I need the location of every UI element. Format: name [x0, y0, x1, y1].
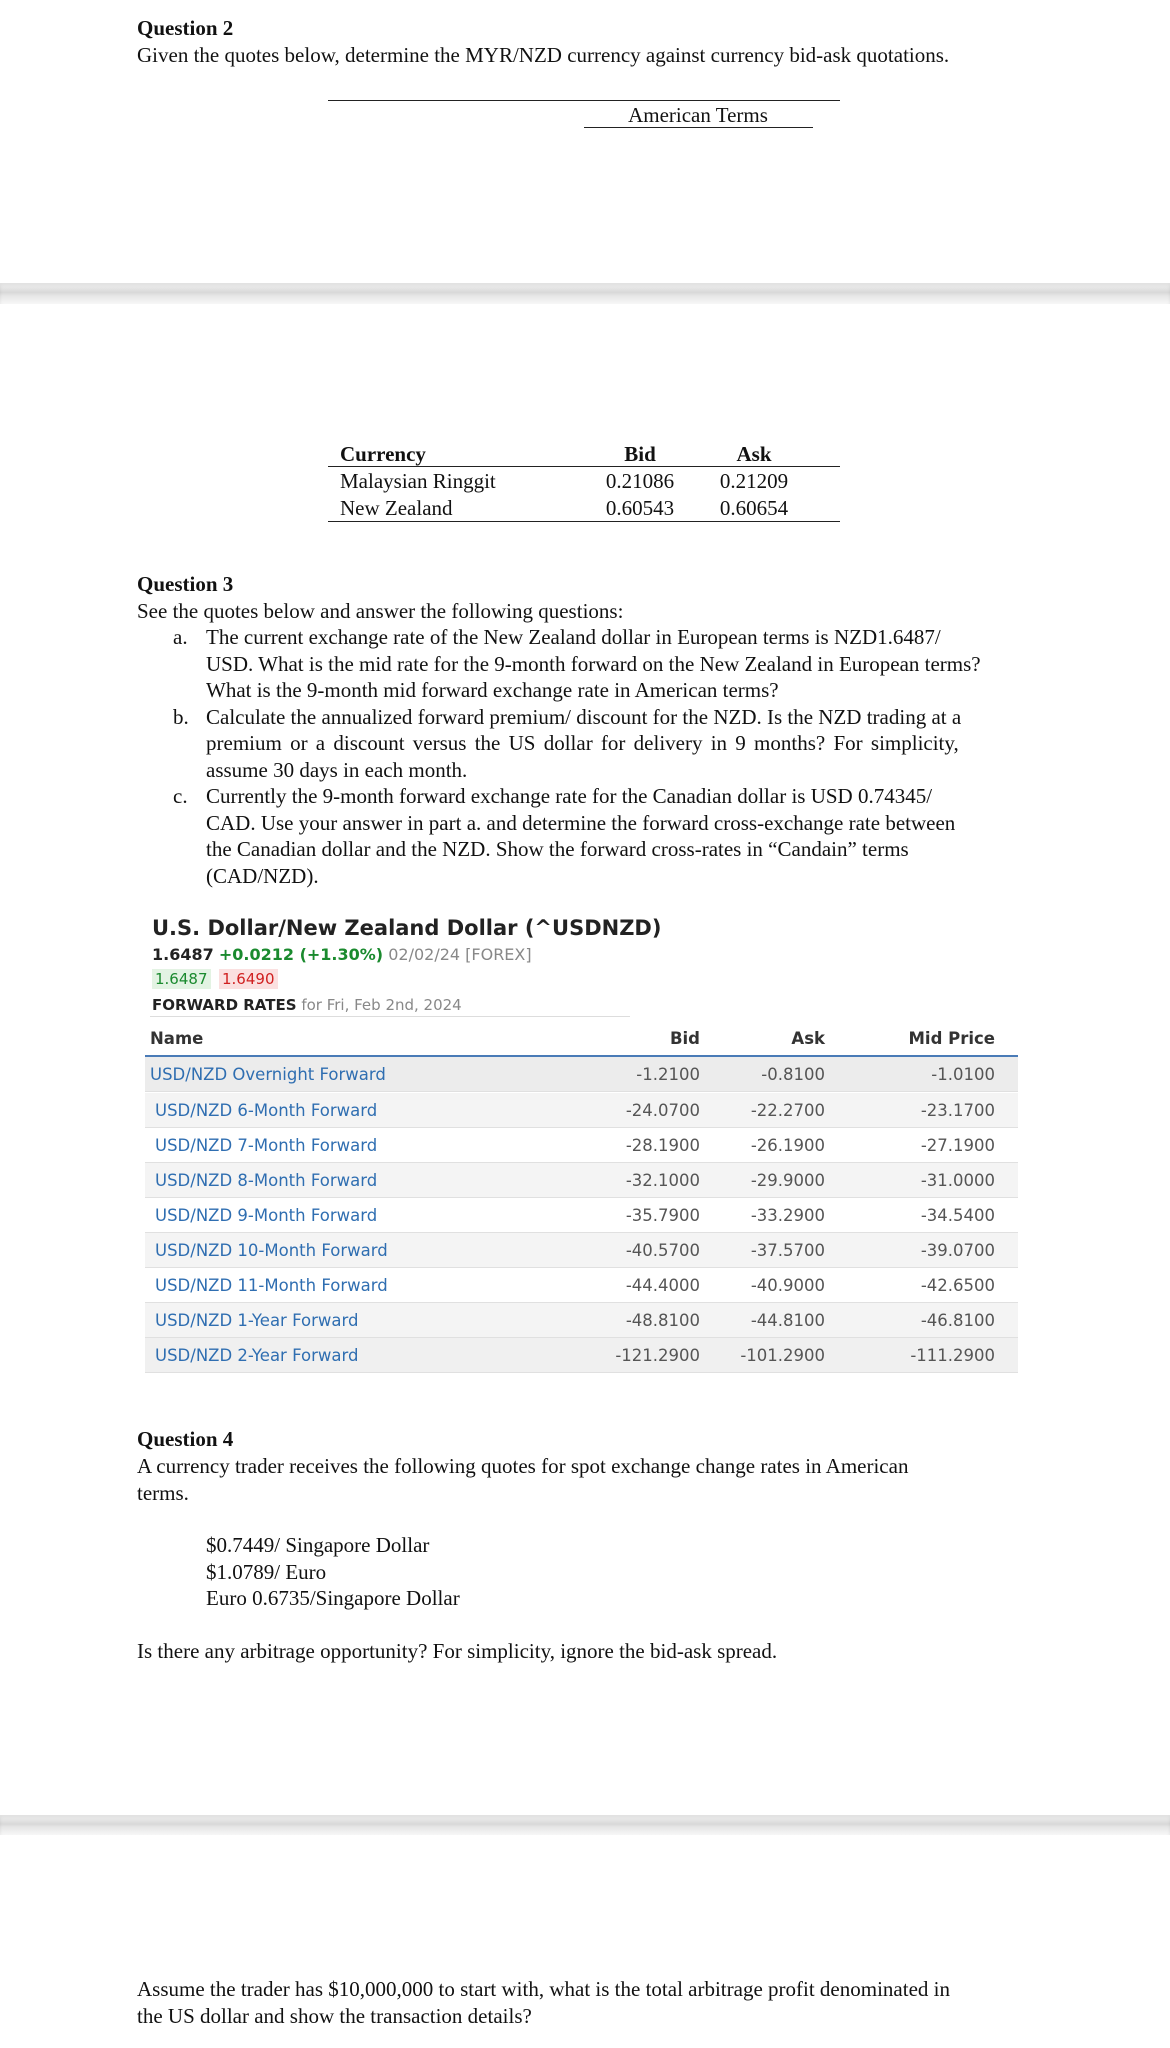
list-line: the Canadian dollar and the NZD. Show the forward cross-rates in “Candain” terms: [206, 837, 909, 861]
list-line: Currently the 9-month forward exchange rate for the Canadian dollar is USD 0.74345/: [206, 784, 933, 808]
table-header: [145, 1021, 1018, 1057]
row-ask: -40.9000: [750, 1276, 825, 1295]
list-line: premium or a discount versus the US dollar for delivery in 9 months? For simplicity,: [206, 731, 959, 755]
question-4-final-line: the US dollar and show the transaction details?: [137, 2004, 532, 2028]
question-4-line: A currency trader receives the following quotes for spot exchange change rates in American: [137, 1454, 909, 1478]
list-marker: b.: [173, 704, 189, 729]
list-line: Calculate the annualized forward premium/ discount for the NZD. Is the NZD trading at a: [206, 704, 962, 729]
col-header-mid[interactable]: Mid Price: [908, 1029, 995, 1048]
table-row-currency: New Zealand: [340, 496, 453, 520]
row-mid: -23.1700: [920, 1101, 995, 1120]
row-ask: -44.8100: [750, 1311, 825, 1330]
list-line: CAD. Use your answer in part a. and determine the forward cross-exchange rate between: [206, 810, 956, 835]
list-item-a: [137, 624, 1037, 704]
forward-rates-date: for Fri, Feb 2nd, 2024: [301, 996, 462, 1014]
table-row[interactable]: [145, 1163, 1018, 1198]
row-mid: -46.8100: [920, 1311, 995, 1330]
table-row-currency: Malaysian Ringgit: [340, 469, 496, 493]
table-row[interactable]: [145, 1198, 1018, 1233]
row-ask: -22.2700: [750, 1101, 825, 1120]
row-ask: -29.9000: [750, 1171, 825, 1190]
list-line: (CAD/NZD).: [206, 863, 319, 888]
row-mid: -34.5400: [920, 1206, 995, 1225]
quote-summary: [152, 945, 532, 964]
row-ask: -0.8100: [761, 1065, 825, 1084]
table-row[interactable]: [145, 1093, 1018, 1128]
list-item-c: [137, 783, 1037, 889]
list-line: assume 30 days in each month.: [206, 757, 468, 782]
row-name-link[interactable]: USD/NZD 8-Month Forward: [155, 1171, 378, 1190]
row-bid: -121.2900: [615, 1346, 700, 1365]
quote-ask-badge: 1.6490: [219, 969, 278, 989]
quote-line: Euro 0.6735/Singapore Dollar: [206, 1586, 460, 1610]
row-name-link[interactable]: USD/NZD 7-Month Forward: [155, 1136, 378, 1155]
table-row[interactable]: [145, 1338, 1018, 1373]
forward-rates-label: FORWARD RATES: [152, 996, 297, 1014]
header-rule: [328, 466, 840, 467]
quote-line: $0.7449/ Singapore Dollar: [206, 1533, 430, 1557]
table-row-bid: 0.21086: [605, 469, 675, 493]
row-bid: -32.1000: [625, 1171, 700, 1190]
list-marker: a.: [173, 625, 188, 649]
question-4-arbitrage: Is there any arbitrage opportunity? For simplicity, ignore the bid-ask spread.: [137, 1639, 778, 1663]
table-top-rule: [328, 100, 840, 101]
row-ask: -33.2900: [750, 1206, 825, 1225]
table-row[interactable]: [145, 1268, 1018, 1303]
row-bid: -1.2100: [636, 1065, 700, 1084]
row-mid: -42.6500: [920, 1276, 995, 1295]
row-mid: -27.1900: [920, 1136, 995, 1155]
col-header-name[interactable]: Name: [150, 1029, 204, 1048]
row-name-link[interactable]: USD/NZD 2-Year Forward: [155, 1346, 359, 1365]
table-row[interactable]: [145, 1057, 1018, 1092]
caption-rule: [584, 127, 813, 128]
question-4-final-line: Assume the trader has $10,000,000 to start with, what is the total arbitrage profit denominated in: [137, 1977, 950, 2001]
question-2-text: Given the quotes below, determine the MYR/NZD currency against currency bid-ask quotations.: [137, 43, 950, 67]
list-item-b: [137, 704, 1037, 784]
table-bottom-rule: [328, 521, 840, 522]
row-name-link[interactable]: USD/NZD Overnight Forward: [150, 1065, 386, 1084]
question-4-line: terms.: [137, 1481, 189, 1505]
table-row[interactable]: [145, 1233, 1018, 1268]
row-mid: -39.0700: [920, 1241, 995, 1260]
quote-line: $1.0789/ Euro: [206, 1560, 327, 1584]
row-bid: -44.4000: [625, 1276, 700, 1295]
col-header-ask[interactable]: Ask: [791, 1029, 825, 1048]
row-name-link[interactable]: USD/NZD 11-Month Forward: [155, 1276, 388, 1295]
table-row-bid: 0.60543: [605, 496, 675, 520]
row-name-link[interactable]: USD/NZD 10-Month Forward: [155, 1241, 388, 1260]
col-header-ask: Ask: [736, 442, 772, 466]
list-line: What is the 9-month mid forward exchange rate in American terms?: [206, 678, 779, 702]
row-bid: -48.8100: [625, 1311, 700, 1330]
col-header-bid: Bid: [624, 442, 656, 466]
list-line: USD. What is the mid rate for the 9-month forward on the New Zealand in European terms?: [206, 651, 981, 676]
row-mid: -31.0000: [920, 1171, 995, 1190]
row-name-link[interactable]: USD/NZD 1-Year Forward: [155, 1311, 359, 1330]
quote-bid-badge: 1.6487: [152, 969, 211, 989]
question-2-title: Question 2: [137, 16, 234, 40]
question-4-title: Question 4: [137, 1427, 234, 1451]
question-3-intro: See the quotes below and answer the following questions:: [137, 599, 624, 623]
list-line: The current exchange rate of the New Zealand dollar in European terms is NZD1.6487/: [206, 625, 941, 649]
quote-title: U.S. Dollar/New Zealand Dollar (^USDNZD): [152, 916, 662, 940]
row-bid: -40.5700: [625, 1241, 700, 1260]
row-bid: -35.7900: [625, 1206, 700, 1225]
list-marker: c.: [173, 784, 188, 808]
forward-rates-heading: [152, 996, 462, 1014]
row-ask: -37.5700: [750, 1241, 825, 1260]
table-caption: American Terms: [628, 103, 768, 127]
quote-price: 1.6487: [152, 945, 214, 964]
quote-change: +0.0212 (+1.30%): [218, 945, 384, 964]
row-name-link[interactable]: USD/NZD 6-Month Forward: [155, 1101, 378, 1120]
page-separator: [0, 1815, 1170, 1835]
row-name-link[interactable]: USD/NZD 9-Month Forward: [155, 1206, 378, 1225]
table-row[interactable]: [145, 1128, 1018, 1163]
table-row-ask: 0.60654: [719, 496, 789, 520]
row-mid: -1.0100: [931, 1065, 995, 1084]
question-3-list: [137, 624, 1037, 889]
row-bid: -24.0700: [625, 1101, 700, 1120]
page-separator: [0, 283, 1170, 304]
row-mid: -111.2900: [910, 1346, 995, 1365]
table-row-ask: 0.21209: [719, 469, 789, 493]
row-bid: -28.1900: [625, 1136, 700, 1155]
col-header-currency: Currency: [340, 442, 426, 466]
table-row[interactable]: [145, 1303, 1018, 1338]
question-3-title: Question 3: [137, 572, 234, 596]
row-ask: -101.2900: [740, 1346, 825, 1365]
quote-date: 02/02/24 [FOREX]: [388, 945, 532, 964]
heading-rule: [150, 1016, 630, 1017]
col-header-bid[interactable]: Bid: [669, 1029, 700, 1048]
row-ask: -26.1900: [750, 1136, 825, 1155]
